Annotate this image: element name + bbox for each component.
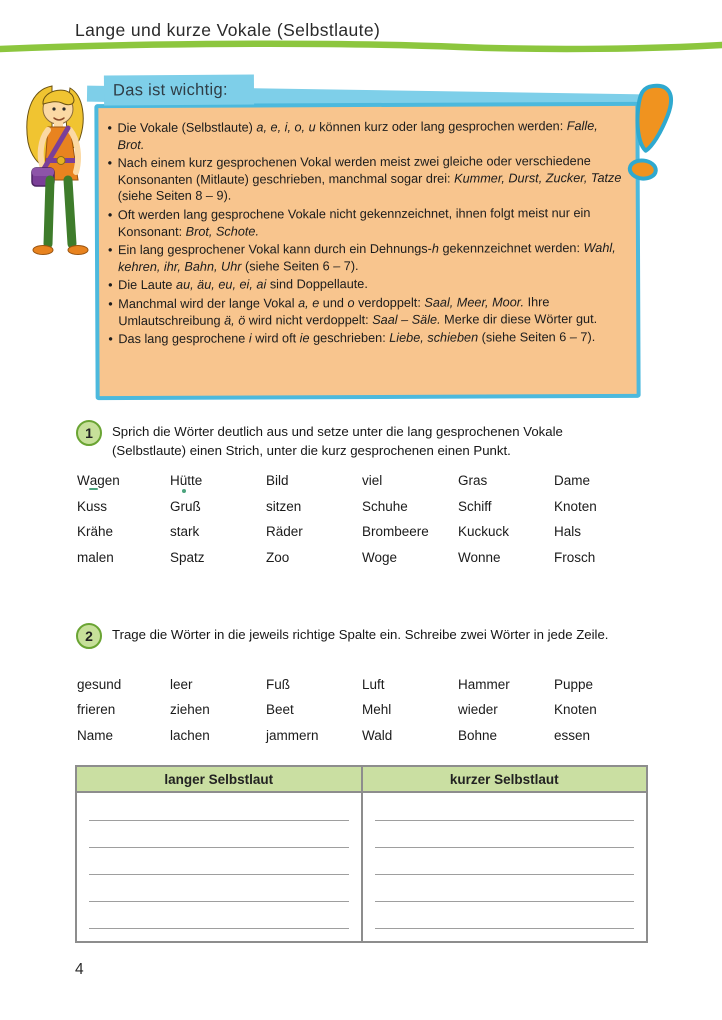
info-bullet: • Oft werden lang gesprochene Vokale nicht gekennzeichnet, ihnen folgt meist nur ein Konsonant: Brot, Schote. xyxy=(107,205,622,240)
writing-line[interactable] xyxy=(89,875,349,902)
exercise2-number: 2 xyxy=(85,628,93,644)
title-underline-wave xyxy=(0,40,722,56)
exercise1-number: 1 xyxy=(85,425,93,441)
girl-illustration xyxy=(12,76,112,271)
writing-line[interactable] xyxy=(89,821,349,848)
info-bullet: • Nach einem kurz gesprochenen Vokal werden meist zwei gleiche oder verschiedene Konsonanten (Mitlaute) geschrieben, manchmal sogar drei: Kummer, Durst, Zucker, Tatze (siehe Seiten 8 – 9). xyxy=(107,153,622,205)
word: Hü tte xyxy=(170,473,266,499)
word: wieder xyxy=(458,702,498,718)
exercise2-word-grid xyxy=(77,677,597,753)
column-short-vowel xyxy=(361,767,647,941)
word: lachen xyxy=(170,727,210,743)
short-vowel-dot-mark xyxy=(182,489,186,493)
long-vowel-line-mark xyxy=(89,488,99,490)
exercise2-instruction: Trage die Wörter in die jeweils richtige Spalte ein. Schreibe zwei Wörter in jede Zeile. xyxy=(112,627,609,642)
writing-line[interactable] xyxy=(375,902,635,929)
writing-line[interactable] xyxy=(375,875,635,902)
word: Kuss xyxy=(77,498,108,514)
word: Räder xyxy=(266,524,303,539)
info-bullet-list xyxy=(106,118,622,348)
word: Krähe xyxy=(77,524,114,539)
writing-line[interactable] xyxy=(375,848,635,875)
word: Bild xyxy=(266,473,289,488)
word: Schuhe xyxy=(362,498,408,514)
word: Fuß xyxy=(266,677,291,692)
word: jammern xyxy=(266,727,319,743)
word: Wa gen xyxy=(77,473,120,488)
marked-letter: a xyxy=(89,473,98,488)
marked-letter: ü xyxy=(180,473,188,488)
info-bullet: • Das lang gesprochene i wird oft ie geschrieben: Liebe, schieben (siehe Seiten 6 – 7). xyxy=(107,329,622,348)
word: Mehl xyxy=(362,702,392,718)
info-box xyxy=(94,102,640,400)
column-header-long-vowel: langer Selbstlaut xyxy=(77,767,361,793)
exercise2-number-badge xyxy=(76,623,102,649)
info-bullet: • Manchmal wird der lange Vokal a, e und o verdoppelt: Saal, Meer, Moor. Ihre Umlautschreibung ä, ö wird nicht verdoppelt: Saal – Säle. Merke dir diese Wörter gut. xyxy=(107,294,622,329)
word: sitzen xyxy=(266,498,302,514)
writing-line[interactable] xyxy=(89,848,349,875)
word: Bohne xyxy=(458,727,498,743)
word: leer xyxy=(170,677,193,692)
info-bullet: • Die Vokale (Selbstlaute) a, e, i, o, u können kurz oder lang gesprochen werden: Falle, Brot. xyxy=(106,118,621,153)
word: Brombeere xyxy=(362,524,429,539)
word: Beet xyxy=(266,702,294,718)
word: Name xyxy=(77,727,114,743)
word: Wonne xyxy=(458,549,501,565)
word: stark xyxy=(170,524,200,539)
word: Knoten xyxy=(554,498,597,514)
info-box-header-label: Das ist wichtig: xyxy=(112,80,228,99)
word: Hals xyxy=(554,524,582,539)
word: Dame xyxy=(554,473,591,488)
word: Luft xyxy=(362,677,385,692)
exercise1-instruction: Sprich die Wörter deutlich aus und setze unter die lang gesprochenen Vokale (Selbstlaute) einen Strich, unter die kurz gesprochenen einen Punkt. xyxy=(112,424,563,458)
word: Schiff xyxy=(458,498,492,514)
word: frieren xyxy=(77,702,116,718)
info-bullet: • Die Laute au, äu, eu, ei, ai sind Doppellaute. xyxy=(107,275,622,294)
column-long-vowel xyxy=(77,767,361,941)
word: Knoten xyxy=(554,702,597,718)
word: Frosch xyxy=(554,549,596,565)
word: ziehen xyxy=(170,702,210,718)
exclamation-mark-icon xyxy=(599,76,699,203)
write-area-short-vowel xyxy=(363,793,647,941)
word: Wald xyxy=(362,727,393,743)
page-number: 4 xyxy=(75,961,84,978)
page-title: Lange und kurze Vokale (Selbstlaute) xyxy=(75,20,381,40)
word: Hammer xyxy=(458,677,510,692)
word: viel xyxy=(362,473,383,488)
word: Zoo xyxy=(266,549,290,565)
writing-line[interactable] xyxy=(375,821,635,848)
word: Spatz xyxy=(170,549,205,565)
word: Gras xyxy=(458,473,488,488)
write-area-long-vowel xyxy=(77,793,361,941)
word: gesund xyxy=(77,677,122,692)
word: Woge xyxy=(362,549,398,565)
word: essen xyxy=(554,727,591,743)
exercise1-number-badge xyxy=(76,420,102,446)
word: Gruß xyxy=(170,498,201,514)
exercise1-word-grid xyxy=(77,473,597,575)
column-header-short-vowel: kurzer Selbstlaut xyxy=(363,767,647,793)
writing-line[interactable] xyxy=(89,902,349,929)
info-box-header xyxy=(104,74,254,105)
writing-line[interactable] xyxy=(375,794,635,821)
word: malen xyxy=(77,549,114,565)
word: Kuckuck xyxy=(458,524,510,539)
vowel-sorting-table xyxy=(75,765,648,943)
writing-line[interactable] xyxy=(89,794,349,821)
info-bullet: • Ein lang gesprochener Vokal kann durch ein Dehnungs-h gekennzeichnet werden: Wahl, kehren, ihr, Bahn, Uhr (siehe Seiten 6 – 7). xyxy=(107,240,622,275)
word: Puppe xyxy=(554,677,594,692)
